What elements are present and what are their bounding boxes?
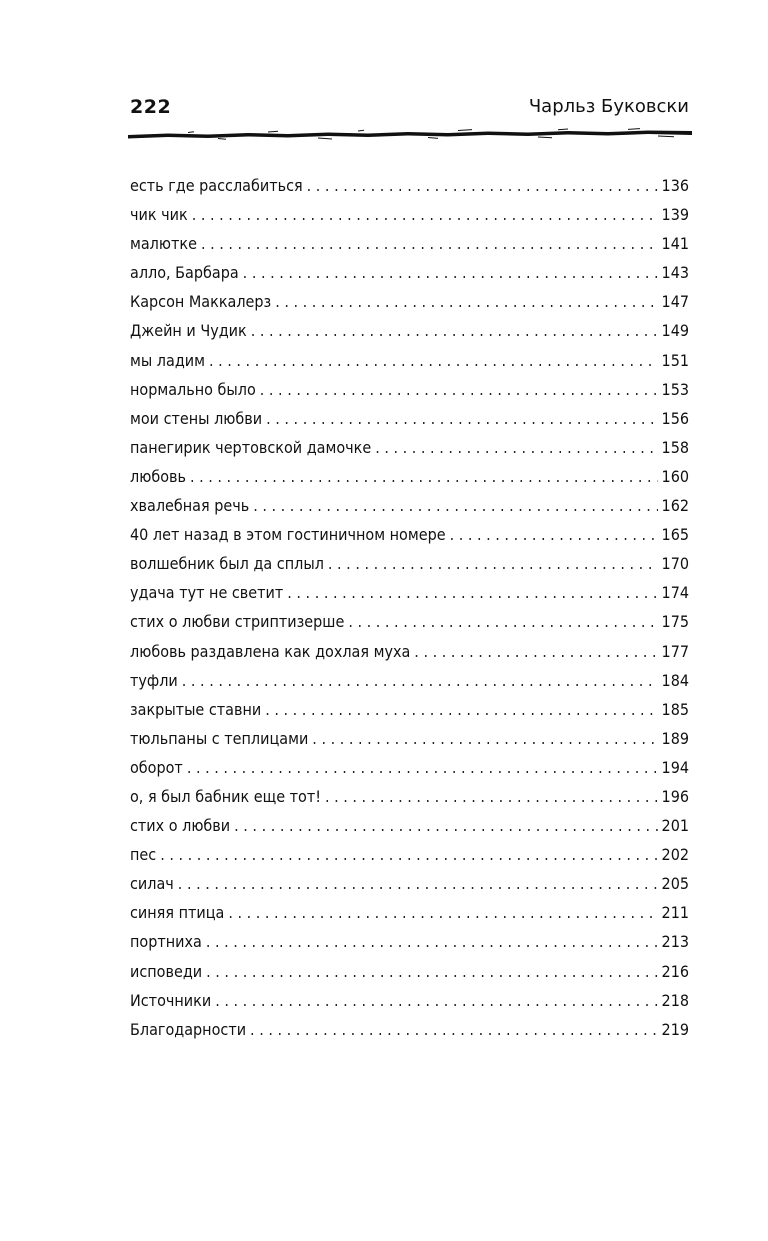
toc-leader-dots <box>414 640 657 664</box>
decorative-rule <box>128 126 692 140</box>
toc-entry-page: 213 <box>661 932 689 952</box>
toc-entry-page: 185 <box>661 699 689 719</box>
toc-leader-dots <box>182 669 658 693</box>
toc-entry-title: исповеди <box>130 961 203 981</box>
toc-leader-dots <box>206 930 658 954</box>
toc-entry-title: нормально было <box>130 379 256 399</box>
toc-entry-title: стих о любви стриптизерше <box>130 612 345 632</box>
page-header <box>130 96 689 124</box>
toc-entry-title: волшебник был да сплыл <box>130 554 324 574</box>
toc-entry <box>130 698 689 727</box>
toc-leader-dots <box>243 261 658 285</box>
toc-entry-page: 141 <box>661 234 689 254</box>
toc-entry-page: 196 <box>661 786 689 806</box>
toc-entry-page: 136 <box>661 176 689 195</box>
toc-entry-title: малютке <box>130 234 197 254</box>
toc-leader-dots <box>312 727 657 751</box>
toc-entry-title: любовь <box>130 466 186 486</box>
toc-entry <box>130 465 689 494</box>
toc-entry-page: 177 <box>661 641 689 661</box>
toc-leader-dots <box>275 290 657 314</box>
toc-entry <box>130 552 689 581</box>
toc-entry-title: хвалебная речь <box>130 496 250 516</box>
toc-entry-title: 40 лет назад в этом гостиничном номере <box>130 525 446 545</box>
toc-leader-dots <box>325 785 658 809</box>
toc-leader-dots <box>260 378 658 402</box>
toc-entry-page: 151 <box>661 350 689 370</box>
toc-entry <box>130 727 689 756</box>
toc-entry <box>130 756 689 785</box>
toc-entry-page: 162 <box>661 496 689 516</box>
toc-entry-title: Благодарности <box>130 1019 247 1039</box>
toc-entry-page: 218 <box>661 990 689 1010</box>
toc-leader-dots <box>265 698 657 722</box>
toc-entry-page: 201 <box>661 816 689 836</box>
toc-entry-title: панегирик чертовской дамочке <box>130 437 372 457</box>
toc-leader-dots <box>209 349 658 373</box>
toc-entry-page: 189 <box>661 728 689 748</box>
toc-entry-page: 202 <box>661 845 689 865</box>
toc-entry-page: 211 <box>661 903 689 923</box>
toc-entry-title: закрытые ставни <box>130 699 262 719</box>
toc-entry <box>130 1018 689 1047</box>
toc-leader-dots <box>201 232 658 256</box>
toc-leader-dots <box>251 319 658 343</box>
toc-leader-dots <box>234 814 657 838</box>
toc-entry-page: 143 <box>661 263 689 283</box>
toc-entry <box>130 203 689 232</box>
toc-entry-title: о, я был бабник еще тот! <box>130 786 321 806</box>
toc-leader-dots <box>178 872 658 896</box>
toc-entry <box>130 290 689 319</box>
toc-entry-title: Джейн и Чудик <box>130 321 247 341</box>
toc-leader-dots <box>250 1018 657 1042</box>
toc-leader-dots <box>253 494 657 518</box>
toc-entry <box>130 174 689 203</box>
toc-entry-page: 153 <box>661 379 689 399</box>
toc-entry <box>130 407 689 436</box>
toc-entry <box>130 872 689 901</box>
toc-entry-page: 205 <box>661 874 689 894</box>
toc-entry <box>130 523 689 552</box>
toc-leader-dots <box>328 552 658 576</box>
toc-entry-page: 156 <box>661 408 689 428</box>
toc-leader-dots <box>450 523 658 547</box>
toc-leader-dots <box>192 203 658 227</box>
toc-entry <box>130 989 689 1018</box>
toc-entry <box>130 640 689 669</box>
toc-entry <box>130 378 689 407</box>
toc-entry-title: синяя птица <box>130 903 225 923</box>
toc-leader-dots <box>215 989 657 1013</box>
table-of-contents <box>130 174 689 1047</box>
toc-entry-page: 170 <box>661 554 689 574</box>
toc-entry-title: Карсон Маккалерз <box>130 292 272 312</box>
toc-leader-dots <box>206 960 657 984</box>
page-number: 222 <box>130 96 172 118</box>
toc-entry-title: мы ладим <box>130 350 205 370</box>
toc-entry-page: 184 <box>661 670 689 690</box>
toc-entry-title: чик чик <box>130 205 188 225</box>
toc-entry-page: 158 <box>661 437 689 457</box>
toc-leader-dots <box>348 610 657 634</box>
toc-entry-title: туфли <box>130 670 178 690</box>
toc-entry-page: 216 <box>661 961 689 981</box>
toc-entry <box>130 232 689 261</box>
toc-leader-dots <box>375 436 657 460</box>
toc-entry-page: 219 <box>661 1019 689 1039</box>
toc-leader-dots <box>228 901 657 925</box>
toc-entry-title: есть где расслабиться <box>130 176 303 195</box>
toc-entry <box>130 669 689 698</box>
toc-entry <box>130 814 689 843</box>
toc-leader-dots <box>190 465 658 489</box>
toc-entry-title: силач <box>130 874 174 894</box>
toc-entry <box>130 436 689 465</box>
toc-leader-dots <box>187 756 658 780</box>
toc-entry-title: Источники <box>130 990 212 1010</box>
toc-entry <box>130 930 689 959</box>
toc-entry <box>130 960 689 989</box>
toc-entry-page: 149 <box>661 321 689 341</box>
toc-entry-page: 175 <box>661 612 689 632</box>
toc-entry-page: 165 <box>661 525 689 545</box>
toc-entry-title: тюльпаны с теплицами <box>130 728 309 748</box>
toc-entry-page: 194 <box>661 757 689 777</box>
toc-entry-title: любовь раздавлена как дохлая муха <box>130 641 411 661</box>
toc-entry-page: 174 <box>661 583 689 603</box>
toc-entry-page: 147 <box>661 292 689 312</box>
toc-entry-page: 139 <box>661 205 689 225</box>
toc-entry <box>130 261 689 290</box>
toc-entry <box>130 494 689 523</box>
toc-entry-title: оборот <box>130 757 183 777</box>
toc-leader-dots <box>160 843 657 867</box>
toc-entry-title: стих о любви <box>130 816 231 836</box>
toc-entry <box>130 901 689 930</box>
toc-entry <box>130 581 689 610</box>
toc-leader-dots <box>307 174 658 198</box>
toc-entry-title: удача тут не светит <box>130 583 284 603</box>
toc-entry <box>130 610 689 639</box>
toc-leader-dots <box>287 581 657 605</box>
toc-entry-title: мои стены любви <box>130 408 263 428</box>
running-head-author: Чарльз Буковски <box>528 96 689 117</box>
toc-entry <box>130 349 689 378</box>
toc-entry-title: пес <box>130 845 157 865</box>
toc-entry <box>130 785 689 814</box>
toc-leader-dots <box>266 407 657 431</box>
toc-entry <box>130 843 689 872</box>
toc-entry-title: портниха <box>130 932 202 952</box>
toc-entry <box>130 319 689 348</box>
toc-entry-title: алло, Барбара <box>130 263 239 283</box>
toc-entry-page: 160 <box>661 466 689 486</box>
